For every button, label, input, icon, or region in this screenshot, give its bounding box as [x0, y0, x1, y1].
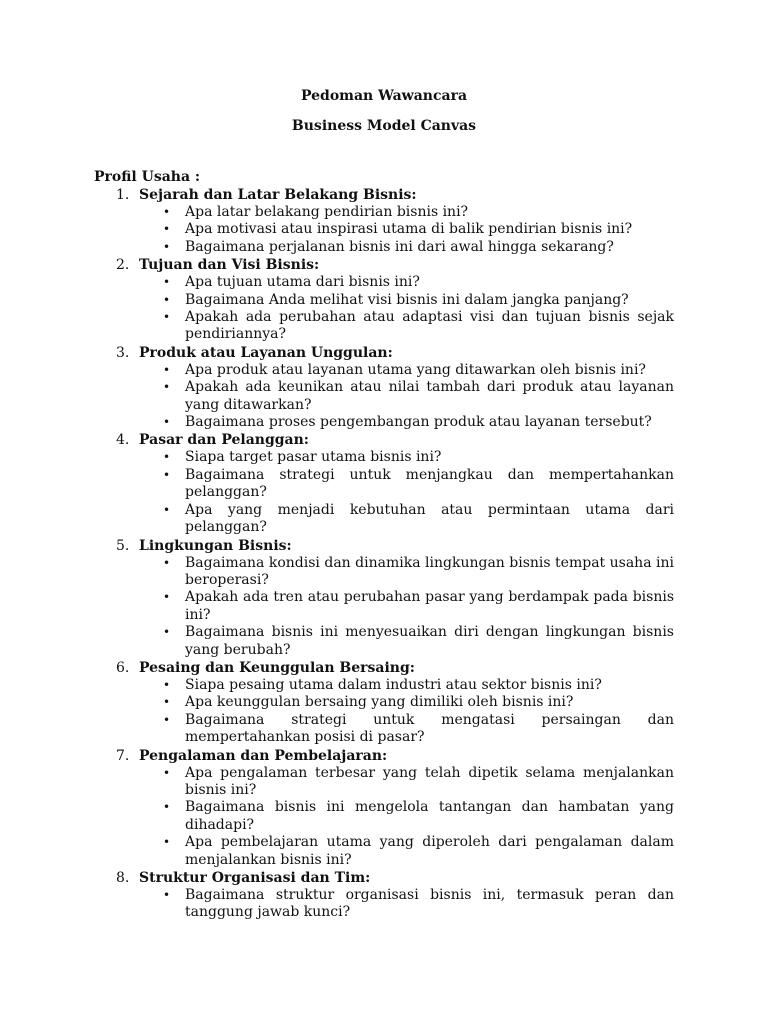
question-text: Siapa target pasar utama bisnis ini? [185, 449, 442, 466]
section-number: 7. [116, 747, 130, 764]
document-title: Pedoman Wawancara [300, 88, 468, 104]
section-item [94, 431, 674, 536]
question-item [139, 204, 674, 221]
question-text: Apa latar belakang pendirian bisnis ini? [185, 204, 469, 220]
bullet-icon: • [163, 467, 171, 482]
bullet-icon: • [163, 222, 171, 237]
bullet-icon: • [163, 765, 171, 780]
bullet-icon: • [163, 800, 171, 815]
question-item [139, 274, 674, 291]
question-item [139, 467, 674, 502]
question-item [139, 309, 674, 344]
section-label: Profil Usaha : [94, 169, 201, 185]
section-title: Sejarah dan Latar Belakang Bisnis: [139, 187, 417, 203]
question-item [139, 624, 674, 659]
bullet-icon: • [163, 677, 171, 692]
question-list [139, 555, 674, 659]
question-text: Apa motivasi atau inspirasi utama di balik pendirian bisnis ini? [185, 221, 633, 238]
section-number: 2. [116, 257, 130, 274]
bullet-icon: • [163, 362, 171, 377]
bullet-icon: • [163, 625, 171, 640]
question-text: Bagaimana bisnis ini menyesuaikan diri dengan lingkungan bisnis yang berubah? [185, 624, 674, 658]
question-text: Siapa pesaing utama dalam industri atau sektor bisnis ini? [185, 676, 602, 693]
question-item [139, 677, 674, 694]
section-item [94, 537, 674, 659]
section-item [94, 344, 674, 432]
section-title: Lingkungan Bisnis: [139, 537, 292, 554]
bullet-icon: • [163, 712, 171, 727]
question-item [139, 221, 674, 238]
section-item [94, 659, 674, 747]
question-list [139, 677, 674, 747]
section-number: 8. [116, 870, 130, 886]
bullet-icon: • [163, 502, 171, 517]
question-text: Apakah ada keunikan atau nilai tambah dari produk atau layanan yang ditawarkan? [185, 379, 674, 413]
question-text: Bagaimana strategi untuk menjangkau dan mempertahankan pelanggan? [185, 466, 674, 501]
question-item [139, 239, 674, 256]
question-text: Apa pengalaman terbesar yang telah dipetik selama menjalankan bisnis ini? [185, 764, 674, 798]
question-list [139, 449, 674, 536]
section-title: Tujuan dan Visi Bisnis: [139, 257, 320, 274]
document-subtitle: Business Model Canvas [291, 118, 477, 134]
question-list [139, 887, 674, 922]
question-item [139, 589, 674, 624]
question-text: Bagaimana struktur organisasi bisnis ini, termasuk peran dan tanggung jawab kunci? [185, 887, 674, 921]
bullet-icon: • [163, 450, 171, 465]
question-text: Apakah ada perubahan atau adaptasi visi dan tujuan bisnis sejak pendiriannya? [185, 309, 674, 343]
section-number: 5. [116, 537, 130, 554]
question-item [139, 712, 674, 747]
bullet-icon: • [163, 292, 171, 307]
sections-list [94, 186, 674, 922]
bullet-icon: • [163, 310, 171, 325]
section-item [94, 256, 674, 344]
section-title: Pesaing dan Keunggulan Bersaing: [139, 659, 415, 676]
question-text: Apakah ada tren atau perubahan pasar yang berdampak pada bisnis ini? [185, 589, 674, 623]
question-item [139, 379, 674, 414]
section-title: Pasar dan Pelanggan: [139, 432, 309, 449]
question-text: Apa pembelajaran utama yang diperoleh dari pengalaman dalam menjalankan bisnis ini? [185, 834, 674, 868]
bullet-icon: • [163, 888, 171, 902]
bullet-icon: • [163, 835, 171, 850]
bullet-icon: • [163, 695, 171, 710]
question-item [139, 502, 674, 537]
section-number: 3. [116, 344, 130, 361]
section-title: Struktur Organisasi dan Tim: [139, 870, 371, 886]
question-item [139, 799, 674, 834]
section-item [94, 186, 674, 256]
question-text: Bagaimana Anda melihat visi bisnis ini dalam jangka panjang? [185, 291, 629, 308]
bullet-icon: • [163, 275, 171, 290]
question-text: Bagaimana bisnis ini mengelola tantangan dan hambatan yang dihadapi? [185, 799, 674, 833]
question-text: Apa produk atau layanan utama yang ditawarkan oleh bisnis ini? [185, 361, 646, 378]
question-text: Bagaimana kondisi dan dinamika lingkungan bisnis tempat usaha ini beroperasi? [185, 554, 674, 588]
bullet-icon: • [163, 239, 171, 254]
question-list [139, 362, 674, 432]
bullet-icon: • [163, 415, 171, 430]
section-title: Produk atau Layanan Unggulan: [139, 344, 393, 361]
question-list [139, 274, 674, 344]
section-number: 4. [116, 432, 130, 449]
section-item [94, 747, 674, 869]
section-title: Pengalaman dan Pembelajaran: [139, 747, 388, 764]
question-item [139, 414, 674, 431]
question-item [139, 362, 674, 379]
question-text: Bagaimana proses pengembangan produk atau layanan tersebut? [185, 414, 652, 431]
question-item [139, 449, 674, 466]
question-text: Apa tujuan utama dari bisnis ini? [185, 274, 420, 291]
question-text: Bagaimana strategi untuk mengatasi persaingan dan mempertahankan posisi di pasar? [185, 711, 674, 746]
question-list [139, 765, 674, 869]
section-item [94, 869, 674, 922]
question-text: Apa keunggulan bersaing yang dimiliki oleh bisnis ini? [185, 694, 574, 711]
section-number: 6. [116, 659, 130, 676]
question-item [139, 555, 674, 590]
question-item [139, 887, 674, 922]
question-text: Apa yang menjadi kebutuhan atau permintaan utama dari pelanggan? [185, 501, 674, 536]
question-list [139, 204, 674, 256]
question-item [139, 292, 674, 309]
section-number: 1. [116, 187, 130, 203]
bullet-icon: • [163, 205, 171, 219]
bullet-icon: • [163, 590, 171, 605]
question-text: Bagaimana perjalanan bisnis ini dari awal hingga sekarang? [185, 238, 614, 255]
bullet-icon: • [163, 555, 171, 570]
question-item [139, 694, 674, 711]
bullet-icon: • [163, 380, 171, 395]
question-item [139, 834, 674, 869]
question-item [139, 765, 674, 800]
